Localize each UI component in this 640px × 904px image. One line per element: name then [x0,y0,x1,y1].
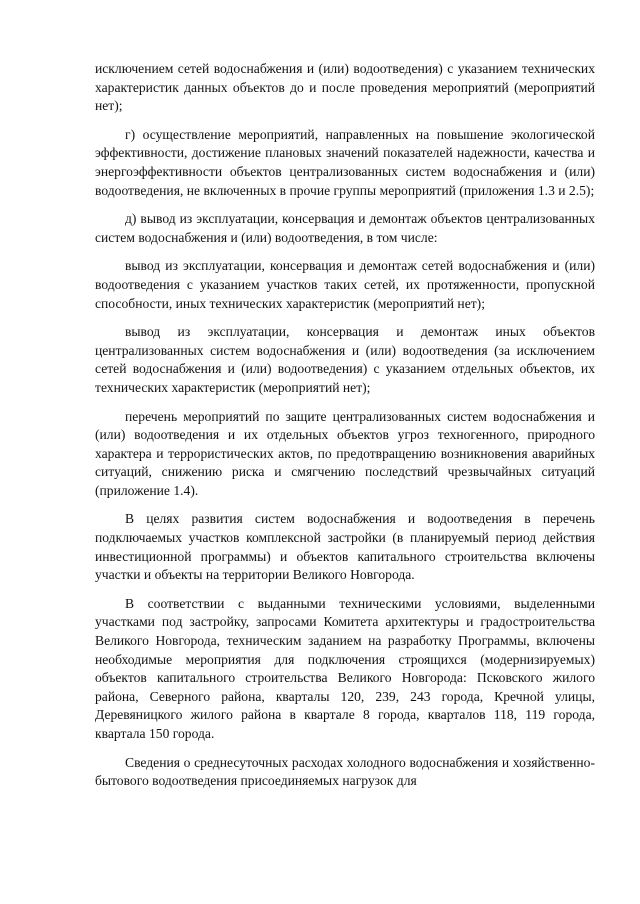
paragraph-technical-conditions: В соответствии с выданными техническими условиями, выделенными участками под застройку, запросами Комитета архитектуры и градостроительства Великого Новгорода, техническим заданием на разработку Программы, включены необходимые мероприятия для подключения строящихся (модернизируемых) объектов капитального строительства Великого Новгорода: Псковского жилого района, Северного района, кварталы 120, 239, 243 города, Кречной улицы, Деревяницкого жилого района в квартале 8 города, кварталов 118, 119 города, квартала 150 города. [95,595,595,741]
paragraph-item-d: д) вывод из эксплуатации, консервация и демонтаж объектов централизованных систем водоснабжения и (или) водоотведения, в том числе: [95,211,595,245]
paragraph-protection-measures: перечень мероприятий по защите централизованных систем водоснабжения и (или) водоотведения и их отдельных объектов угроз техногенного, природного характера и террористических актов, по предотвращению возникновения аварийных ситуаций, снижению риска и смягчению последствий чрезвычайных ситуаций (приложение 1.4). [95,408,595,498]
paragraph-continuation: исключением сетей водоснабжения и (или) водоотведения) с указанием технических характеристик данных объектов до и после проведения мероприятий (мероприятий нет); [95,61,595,114]
paragraph-item-g: г) осуществление мероприятий, направленных на повышение экологической эффективности, достижение плановых значений показателей надежности, качества и энергоэффективности объектов централизованных систем водоснабжения и (или) водоотведения, не включенных в прочие группы мероприятий (приложения 1.3 и 2.5); [95,126,595,198]
document-page [95,60,595,801]
paragraph-development-goals: В целях развития систем водоснабжения и водоотведения в перечень подключаемых участков комплексной застройки (в планируемый период действия инвестиционной программы) и объектов капитального строительства включены участки и объекты на территории Великого Новгорода. [95,511,595,583]
paragraph-decommission-objects: вывод из эксплуатации, консервация и демонтаж иных объектов централизованных систем водоснабжения и (или) водоотведения (за исключением сетей водоснабжения и (или) водоотведения) с указанием отдельных объектов, их технических характеристик (мероприятий нет); [95,324,595,395]
paragraph-consumption-info: Сведения о среднесуточных расходах холодного водоснабжения и хозяйственно-бытового водоотведения присоединяемых нагрузок для [95,754,595,789]
paragraph-decommission-networks: вывод из эксплуатации, консервация и демонтаж сетей водоснабжения и (или) водоотведения с указанием участков таких сетей, их протяженности, пропускной способности, иных технических характеристик (мероприятий нет); [95,258,595,311]
